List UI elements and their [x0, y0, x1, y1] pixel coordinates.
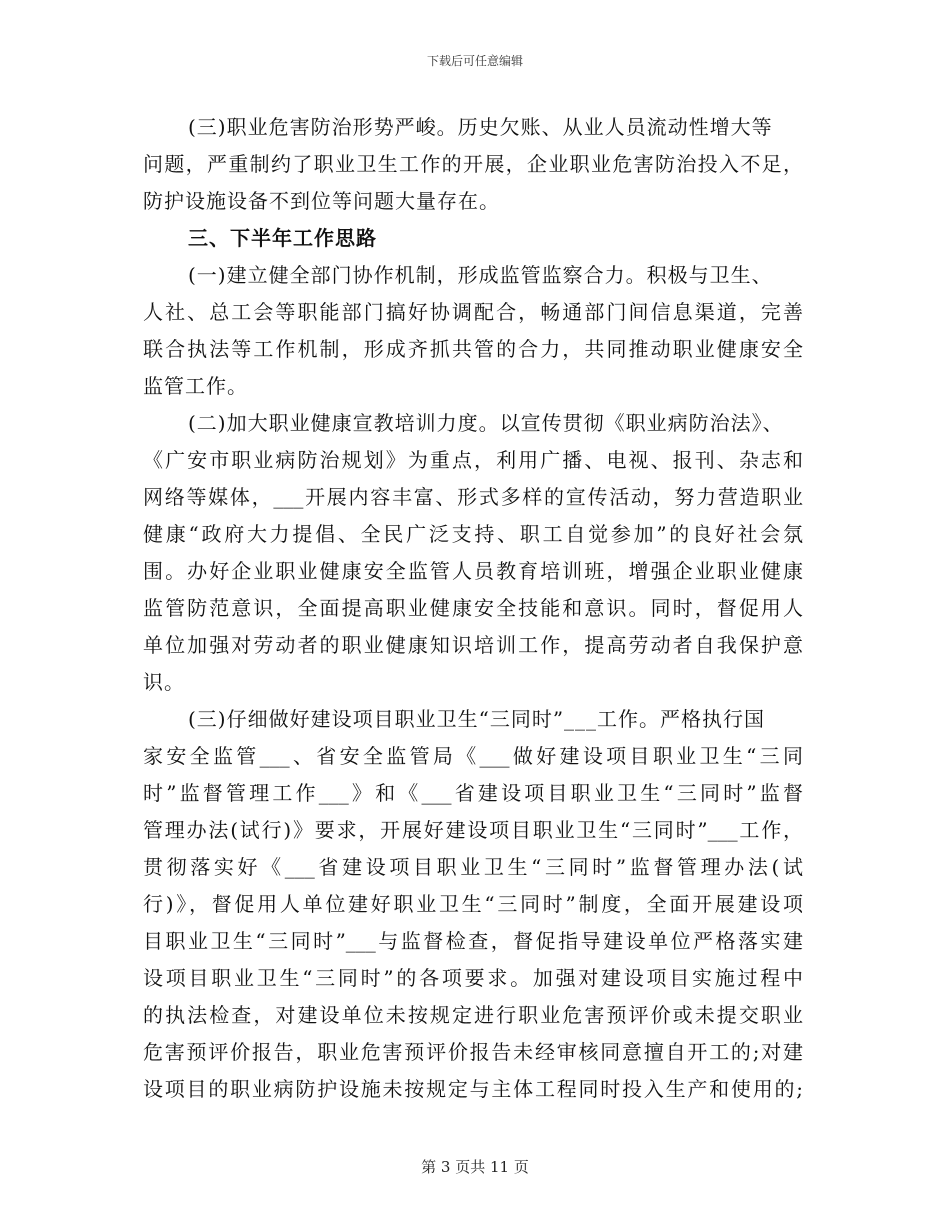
text-line: 行)》，督促用人单位建好职业卫生“三同时”制度，全面开展建设项 — [143, 892, 803, 916]
text-line: 《广安市职业病防治规划》为重点，利用广播、电视、报刊、杂志和 — [143, 448, 803, 472]
text-line: (二)加大职业健康宣教培训力度。以宣传贯彻《职业病防治法》、 — [188, 411, 784, 435]
text-line: 健康“政府大力提倡、全民广泛支持、职工自觉参加”的良好社会氛 — [143, 522, 803, 546]
text-line: 危害预评价报告，职业危害预评价报告未经审核同意擅自开工的;对建 — [143, 1040, 803, 1064]
page-footer: 第 3 页共 11 页 — [421, 1158, 529, 1176]
text-line: 管理办法(试行)》要求，开展好建设项目职业卫生“三同时”___工作， — [143, 818, 803, 842]
text-line: 监管防范意识，全面提高职业健康安全技能和意识。同时，督促用人 — [143, 596, 803, 620]
text-line: 贯彻落实好《___省建设项目职业卫生“三同时”监督管理办法(试 — [143, 855, 803, 879]
text-line: 网络等媒体，___开展内容丰富、形式多样的宣传活动，努力营造职业 — [143, 485, 803, 509]
text-line: 设项目的职业病防护设施未按规定与主体工程同时投入生产和使用的; — [143, 1077, 803, 1101]
text-line: 的执法检查，对建设单位未按规定进行职业危害预评价或未提交职业 — [143, 1003, 803, 1027]
document-body — [143, 109, 803, 1108]
text-line: (三)职业危害防治形势严峻。历史欠账、从业人员流动性增大等 — [188, 115, 773, 139]
section-heading: 三、下半年工作思路 — [188, 226, 377, 250]
text-line: 人社、总工会等职能部门搞好协调配合，畅通部门间信息渠道，完善 — [143, 300, 803, 324]
text-line: 设项目职业卫生“三同时”的各项要求。加强对建设项目实施过程中 — [143, 966, 803, 990]
text-line: 联合执法等工作机制，形成齐抓共管的合力，共同推动职业健康安全 — [143, 337, 803, 361]
text-line: (三)仔细做好建设项目职业卫生“三同时”___工作。严格执行国 — [188, 707, 766, 731]
page-header: 下载后可任意编辑 — [426, 54, 523, 68]
text-line: 时”监督管理工作___》和《___省建设项目职业卫生“三同时”监督 — [143, 781, 803, 805]
text-line: 家安全监管___、省安全监管局《___做好建设项目职业卫生“三同 — [143, 744, 803, 768]
text-line: 监管工作。 — [143, 374, 248, 398]
text-line: 防护设施设备不到位等问题大量存在。 — [143, 189, 500, 213]
text-line: 问题，严重制约了职业卫生工作的开展，企业职业危害防治投入不足， — [143, 152, 803, 176]
text-line: (一)建立健全部门协作机制，形成监管监察合力。积极与卫生、 — [188, 263, 773, 287]
text-line: 围。办好企业职业健康安全监管人员教育培训班，增强企业职业健康 — [143, 559, 803, 583]
text-line: 目职业卫生“三同时”___与监督检查，督促指导建设单位严格落实建 — [143, 929, 803, 953]
text-line: 识。 — [143, 670, 185, 694]
text-line: 单位加强对劳动者的职业健康知识培训工作，提高劳动者自我保护意 — [143, 633, 803, 657]
